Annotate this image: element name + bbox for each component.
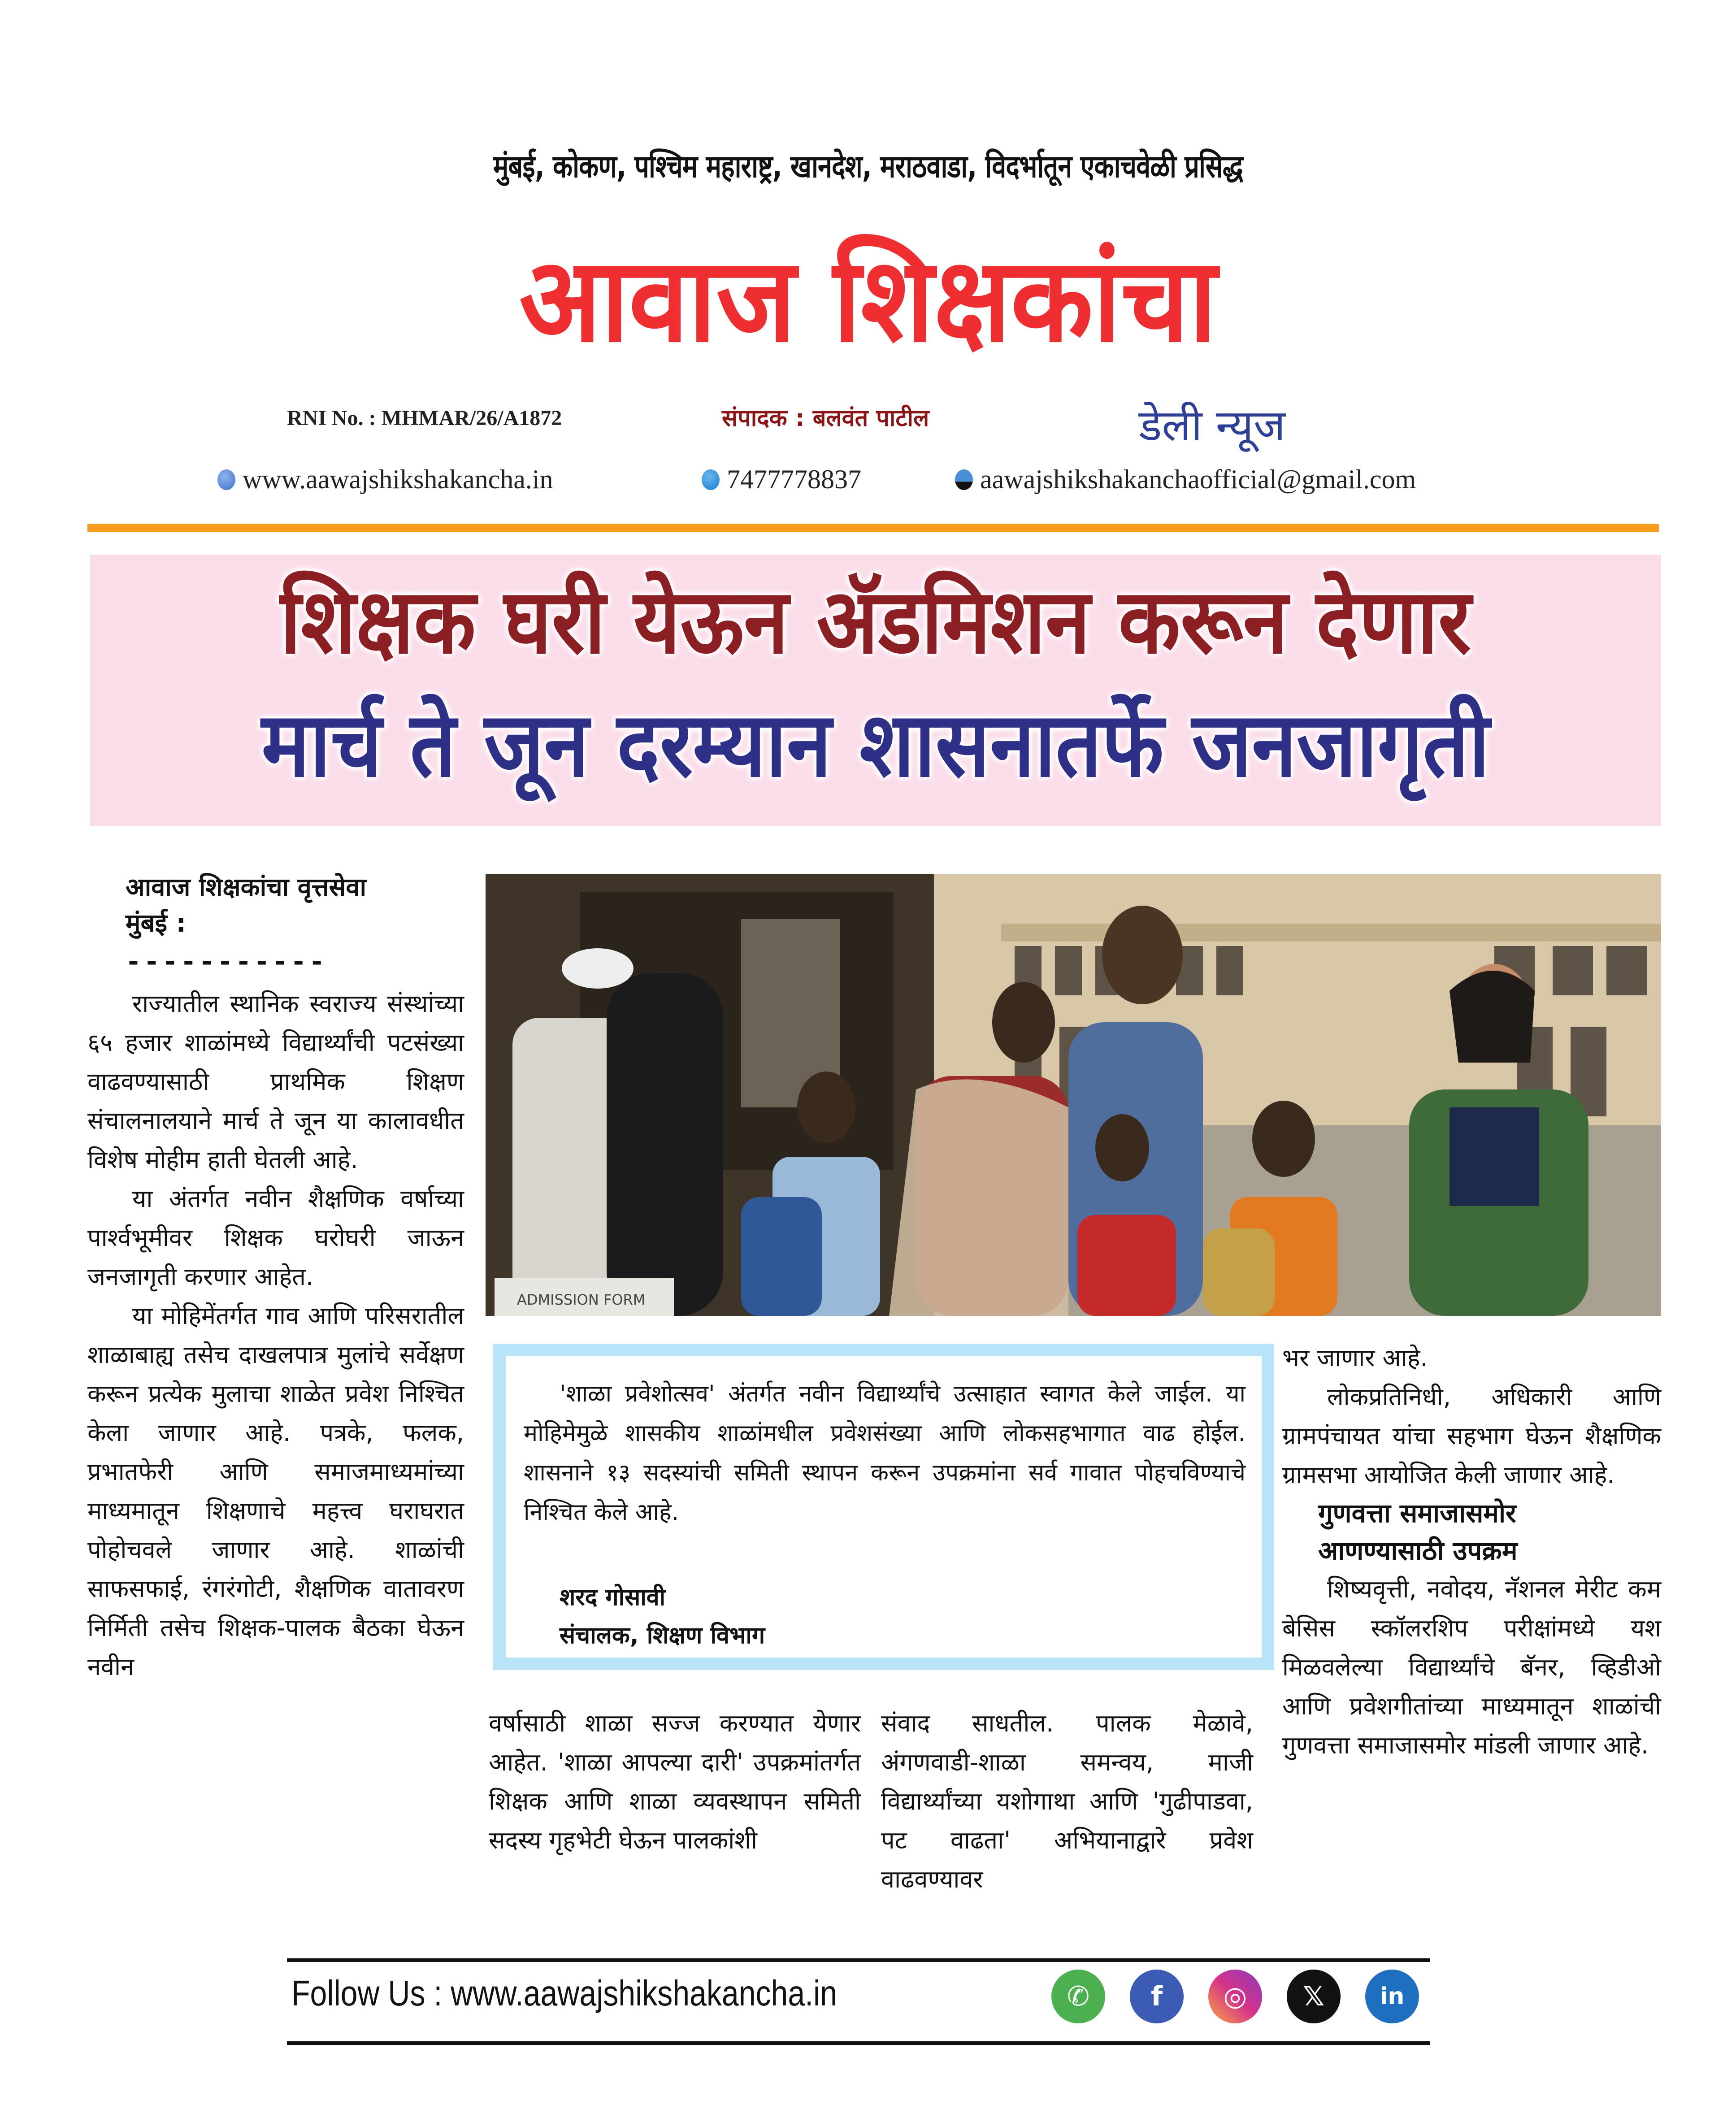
- phone-icon: [702, 469, 720, 490]
- linkedin-icon[interactable]: in: [1365, 1970, 1419, 2023]
- dateline: मुंबई :: [126, 909, 186, 938]
- paragraph: शिष्यवृत्ती, नवोदय, नॅशनल मेरीट कम बेसिस स्कॉलरशिप परीक्षांमध्ये यश मिळवलेल्या विद्यार्थ्यांचे बॅनर, व्हिडीओ आणि प्रवेशगीतांच्या माध्यमातून शाळांची गुणवत्ता समाजासमोर मांडली जाणार आहे.: [1282, 1575, 1661, 1759]
- article-byline: [126, 870, 366, 942]
- article-column-right: [1282, 1338, 1661, 1765]
- paragraph: राज्यातील स्थानिक स्वराज्य संस्थांच्या ६५ हजार शाळांमध्ये विद्यार्थ्यांची पटसंख्या वाढवण्यासाठी प्राथमिक शिक्षण संचालनालयाने मार्च ते जून या कालावधीत विशेष मोहीम हाती घेतली आहे.: [87, 989, 464, 1174]
- editor-name: संपादक : बलवंत पाटील: [722, 405, 929, 432]
- paragraph: या अंतर्गत नवीन शैक्षणिक वर्षाच्या पार्श्वभूमीवर शिक्षक घरोघरी जाऊन जनजागृती करणार आहेत.: [87, 1185, 464, 1291]
- website-link[interactable]: www.aawajshikshakancha.in: [243, 464, 553, 494]
- globe-icon: [217, 469, 235, 490]
- article-column-middle-2: [881, 1704, 1253, 1899]
- quote-paragraph: 'शाळा प्रवेशोत्सव' अंतर्गत नवीन विद्यार्थ्यांचे उत्साहात स्वागत केले जाईल. या मोहिमेमुळे शासकीय शाळांमधील प्रवेशसंख्या आणि लोकसहभागात वाढ होईल. शासनाने १३ सदस्यांची समिती स्थापन करून उपक्रमांना सर्व गावात पोहचविण्याचे निश्चित केले आहे.: [524, 1380, 1246, 1526]
- masthead-divider: [87, 524, 1659, 532]
- footer-rule-top: [287, 1958, 1430, 1962]
- instagram-icon[interactable]: ◎: [1208, 1970, 1262, 2023]
- admission-form-label: ADMISSION FORM: [517, 1291, 646, 1308]
- article-column-middle-1: [489, 1704, 861, 1860]
- follow-us-text[interactable]: Follow Us : www.aawajshikshakancha.in: [291, 1973, 837, 2013]
- newspaper-title: आवाज शिक्षकांचा: [519, 233, 1217, 368]
- subheading-line-1: गुणवत्ता समाजासमोर: [1318, 1498, 1516, 1528]
- paragraph: लोकप्रतिनिधी, अधिकारी आणि ग्रामपंचायत यांचा सहभाग घेऊन शैक्षणिक ग्रामसभा आयोजित केली जाणार आहे.: [1282, 1383, 1661, 1489]
- photo-illustration: [486, 874, 1661, 1316]
- mail-icon: [955, 469, 973, 490]
- headline-line-2: मार्च ते जून दरम्यान शासनातर्फे जनजागृती: [261, 693, 1490, 797]
- phone-contact[interactable]: [702, 464, 861, 495]
- quote-box: [493, 1344, 1274, 1670]
- quote-designation: संचालक, शिक्षण विभाग: [560, 1622, 765, 1649]
- paragraph: भर जाणार आहे.: [1282, 1344, 1428, 1372]
- masthead-tagline: मुंबई, कोकण, पश्चिम महाराष्ट्र, खानदेश, मराठवाडा, विदर्भातून एकाचवेळी प्रसिद्ध: [493, 148, 1243, 185]
- phone-number[interactable]: 7477778837: [727, 464, 861, 494]
- x-icon[interactable]: 𝕏: [1287, 1970, 1341, 2023]
- paragraph: वर्षासाठी शाळा सज्ज करण्यात येणार आहेत. 'शाळा आपल्या दारी' उपक्रमांतर्गत शिक्षक आणि शाळा व्यवस्थापन समिती सदस्य गृहभेटी घेऊन पालकांशी: [489, 1709, 861, 1854]
- headline-band: [90, 555, 1661, 826]
- edition-label: डेली न्यूज: [1139, 400, 1286, 451]
- article-photo: [486, 874, 1661, 1316]
- footer-rule-bottom: [287, 2041, 1430, 2045]
- byline-separator: -----------: [126, 946, 328, 976]
- paragraph: संवाद साधतील. पालक मेळावे, अंगणवाडी-शाळा समन्वय, माजी विद्यार्थ्यांच्या यशोगाथा आणि 'गुढीपाडवा, पट वाढता' अभियानाद्वारे प्रवेश वाढवण्यावर: [881, 1709, 1253, 1893]
- website-contact[interactable]: [217, 464, 553, 495]
- subheading-line-2: आणण्यासाठी उपक्रम: [1318, 1536, 1518, 1566]
- headline-line-1: शिक्षक घरी येऊन ॲडमिशन करून देणार: [280, 569, 1471, 674]
- facebook-icon[interactable]: f: [1130, 1970, 1184, 2023]
- quote-author: शरद गोसावी: [560, 1584, 666, 1611]
- rni-number: RNI No. : MHMAR/26/A1872: [287, 406, 562, 430]
- byline-source: आवाज शिक्षकांचा वृत्तसेवा: [126, 873, 367, 902]
- quote-text: [524, 1374, 1246, 1532]
- article-column-left: [87, 984, 464, 1686]
- paragraph: या मोहिमेंतर्गत गाव आणि परिसरातील शाळाबाह्य तसेच दाखलपात्र मुलांचे सर्वेक्षण करून प्रत्येक मुलाचा शाळेत प्रवेश निश्चित केला जाणार आहे. पत्रके, फलक, प्रभातफेरी आणि समाजमाध्यमांच्या माध्यमातून शिक्षणाचे महत्त्व घराघरात पोहोचवले जाणार आहे. शाळांची साफसफाई, रंगरंगोटी, शैक्षणिक वातावरण निर्मिती तसेच शिक्षक-पालक बैठका घेऊन नवीन: [87, 1302, 464, 1681]
- email-contact[interactable]: [955, 464, 1416, 495]
- whatsapp-icon[interactable]: ✆: [1051, 1970, 1105, 2023]
- email-link[interactable]: aawajshikshakanchaofficial@gmail.com: [980, 464, 1416, 494]
